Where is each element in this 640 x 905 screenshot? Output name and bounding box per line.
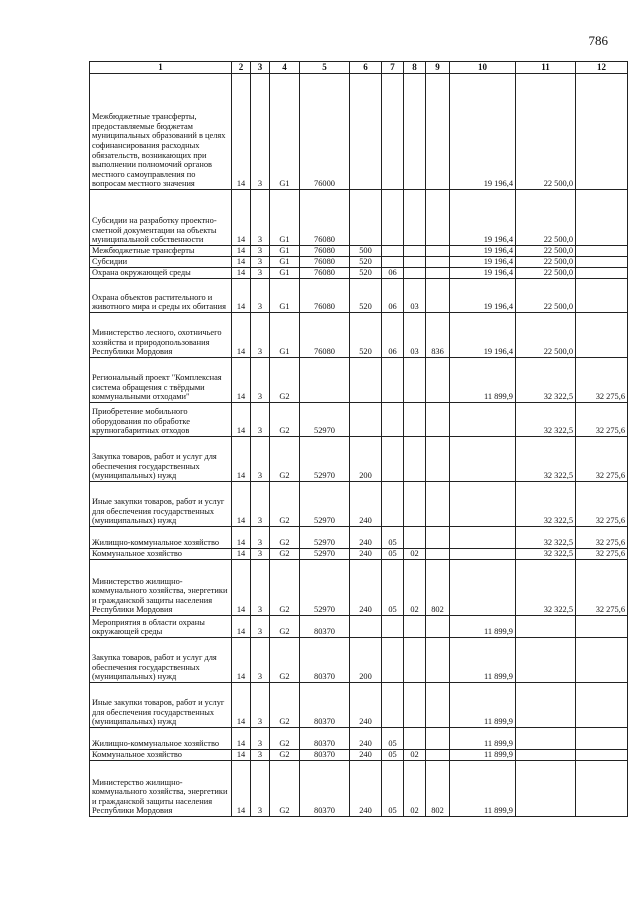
code-6-cell: 520 (350, 279, 382, 313)
code-2-cell: 14 (232, 560, 251, 616)
code-2-cell: 14 (232, 257, 251, 268)
code-3-cell: 3 (251, 549, 270, 560)
code-5-cell: 52970 (300, 482, 350, 527)
column-header: 5 (300, 62, 350, 74)
code-5-cell: 80370 (300, 761, 350, 817)
code-4-cell: G1 (270, 313, 300, 358)
amount-10-cell (450, 403, 516, 437)
row-name-cell: Министерство жилищно-коммунального хозяйства, энергетики и гражданской защиты населения Республики Мордовия (90, 560, 232, 616)
code-7-cell (382, 437, 404, 482)
code-4-cell: G2 (270, 437, 300, 482)
amount-12-cell (576, 279, 628, 313)
code-8-cell (404, 437, 426, 482)
table-row (90, 616, 628, 638)
code-2-cell: 14 (232, 313, 251, 358)
code-9-cell (426, 728, 450, 750)
row-name-cell: Министерство лесного, охотничьего хозяйства и природопользования Республики Мордовия (90, 313, 232, 358)
code-4-cell: G2 (270, 683, 300, 728)
amount-12-cell (576, 728, 628, 750)
code-9-cell (426, 437, 450, 482)
code-7-cell (382, 403, 404, 437)
code-7-cell (382, 74, 404, 190)
amount-12-cell (576, 268, 628, 279)
amount-11-cell: 22 500,0 (516, 74, 576, 190)
code-6-cell (350, 190, 382, 246)
code-9-cell (426, 482, 450, 527)
amount-11-cell: 32 322,5 (516, 403, 576, 437)
code-8-cell: 02 (404, 750, 426, 761)
table-row (90, 728, 628, 750)
code-6-cell (350, 403, 382, 437)
code-7-cell (382, 683, 404, 728)
amount-11-cell: 22 500,0 (516, 268, 576, 279)
code-7-cell (382, 358, 404, 403)
code-8-cell (404, 527, 426, 549)
code-8-cell (404, 246, 426, 257)
amount-11-cell (516, 728, 576, 750)
code-4-cell: G1 (270, 257, 300, 268)
column-header: 6 (350, 62, 382, 74)
table-row (90, 246, 628, 257)
amount-10-cell: 19 196,4 (450, 268, 516, 279)
amount-10-cell: 19 196,4 (450, 313, 516, 358)
row-name-cell: Региональный проект "Комплексная система обращения с твёрдыми коммунальными отходами" (90, 358, 232, 403)
amount-10-cell: 11 899,9 (450, 358, 516, 403)
table-row (90, 761, 628, 817)
amount-11-cell (516, 761, 576, 817)
code-7-cell (382, 638, 404, 683)
code-7-cell: 05 (382, 728, 404, 750)
column-header: 10 (450, 62, 516, 74)
code-8-cell (404, 74, 426, 190)
code-5-cell: 52970 (300, 527, 350, 549)
code-9-cell: 836 (426, 313, 450, 358)
code-3-cell: 3 (251, 279, 270, 313)
code-7-cell: 05 (382, 750, 404, 761)
code-2-cell: 14 (232, 638, 251, 683)
code-7-cell: 05 (382, 527, 404, 549)
table-row (90, 358, 628, 403)
code-4-cell: G2 (270, 638, 300, 683)
amount-10-cell: 11 899,9 (450, 638, 516, 683)
code-8-cell: 03 (404, 279, 426, 313)
code-5-cell: 76080 (300, 257, 350, 268)
amount-10-cell: 11 899,9 (450, 750, 516, 761)
row-name-cell: Коммунальное хозяйство (90, 549, 232, 560)
amount-12-cell: 32 275,6 (576, 527, 628, 549)
row-name-cell: Межбюджетные трансферты (90, 246, 232, 257)
row-name-cell: Коммунальное хозяйство (90, 750, 232, 761)
code-8-cell: 03 (404, 313, 426, 358)
amount-11-cell: 22 500,0 (516, 313, 576, 358)
code-3-cell: 3 (251, 482, 270, 527)
amount-12-cell: 32 275,6 (576, 560, 628, 616)
code-3-cell: 3 (251, 74, 270, 190)
amount-11-cell: 32 322,5 (516, 549, 576, 560)
amount-11-cell: 32 322,5 (516, 437, 576, 482)
code-4-cell: G1 (270, 268, 300, 279)
code-4-cell: G2 (270, 728, 300, 750)
code-2-cell: 14 (232, 482, 251, 527)
code-4-cell: G2 (270, 616, 300, 638)
code-5-cell: 76000 (300, 74, 350, 190)
page-number: 786 (588, 33, 608, 48)
amount-12-cell (576, 246, 628, 257)
code-9-cell (426, 750, 450, 761)
code-3-cell: 3 (251, 750, 270, 761)
code-3-cell: 3 (251, 437, 270, 482)
code-9-cell (426, 638, 450, 683)
row-name-cell: Жилищно-коммунальное хозяйство (90, 527, 232, 549)
amount-11-cell: 22 500,0 (516, 257, 576, 268)
code-3-cell: 3 (251, 616, 270, 638)
amount-10-cell: 11 899,9 (450, 616, 516, 638)
column-header: 8 (404, 62, 426, 74)
amount-11-cell: 32 322,5 (516, 527, 576, 549)
amount-11-cell: 32 322,5 (516, 482, 576, 527)
code-7-cell (382, 616, 404, 638)
amount-11-cell (516, 750, 576, 761)
amount-10-cell: 11 899,9 (450, 761, 516, 817)
code-9-cell (426, 268, 450, 279)
code-5-cell: 52970 (300, 437, 350, 482)
row-name-cell: Закупка товаров, работ и услуг для обеспечения государственных (муниципальных) нужд (90, 437, 232, 482)
amount-12-cell (576, 190, 628, 246)
row-name-cell: Иные закупки товаров, работ и услуг для обеспечения государственных (муниципальных) нужд (90, 683, 232, 728)
code-2-cell: 14 (232, 728, 251, 750)
amount-12-cell (576, 616, 628, 638)
code-6-cell: 240 (350, 560, 382, 616)
amount-11-cell: 32 322,5 (516, 358, 576, 403)
code-9-cell (426, 246, 450, 257)
row-name-cell: Закупка товаров, работ и услуг для обеспечения государственных (муниципальных) нужд (90, 638, 232, 683)
code-2-cell: 14 (232, 279, 251, 313)
code-3-cell: 3 (251, 560, 270, 616)
row-name-cell: Охрана объектов растительного и животного мира и среды их обитания (90, 279, 232, 313)
column-header: 12 (576, 62, 628, 74)
code-4-cell: G2 (270, 482, 300, 527)
amount-11-cell: 22 500,0 (516, 279, 576, 313)
code-3-cell: 3 (251, 246, 270, 257)
code-8-cell: 02 (404, 761, 426, 817)
code-6-cell: 200 (350, 437, 382, 482)
code-5-cell: 80370 (300, 616, 350, 638)
code-4-cell: G2 (270, 527, 300, 549)
table-row (90, 257, 628, 268)
code-9-cell (426, 549, 450, 560)
code-9-cell (426, 403, 450, 437)
code-9-cell (426, 190, 450, 246)
code-5-cell: 80370 (300, 638, 350, 683)
code-5-cell: 80370 (300, 683, 350, 728)
code-3-cell: 3 (251, 403, 270, 437)
code-2-cell: 14 (232, 403, 251, 437)
table-body (90, 74, 628, 817)
code-8-cell (404, 728, 426, 750)
row-name-cell: Мероприятия в области охраны окружающей среды (90, 616, 232, 638)
code-4-cell: G2 (270, 358, 300, 403)
code-4-cell: G2 (270, 761, 300, 817)
code-8-cell: 02 (404, 549, 426, 560)
code-2-cell: 14 (232, 761, 251, 817)
code-4-cell: G1 (270, 246, 300, 257)
column-header: 7 (382, 62, 404, 74)
code-3-cell: 3 (251, 728, 270, 750)
code-5-cell: 76080 (300, 279, 350, 313)
row-name-cell: Охрана окружающей среды (90, 268, 232, 279)
code-7-cell (382, 246, 404, 257)
code-8-cell (404, 482, 426, 527)
code-5-cell: 80370 (300, 750, 350, 761)
code-4-cell: G1 (270, 279, 300, 313)
code-7-cell: 05 (382, 560, 404, 616)
code-3-cell: 3 (251, 683, 270, 728)
amount-12-cell: 32 275,6 (576, 437, 628, 482)
code-5-cell: 76080 (300, 313, 350, 358)
code-3-cell: 3 (251, 761, 270, 817)
table-row (90, 638, 628, 683)
code-9-cell (426, 616, 450, 638)
code-7-cell: 06 (382, 268, 404, 279)
code-8-cell: 02 (404, 560, 426, 616)
amount-11-cell: 32 322,5 (516, 560, 576, 616)
code-3-cell: 3 (251, 313, 270, 358)
code-6-cell (350, 616, 382, 638)
code-6-cell: 240 (350, 482, 382, 527)
code-2-cell: 14 (232, 750, 251, 761)
amount-12-cell (576, 257, 628, 268)
amount-10-cell: 11 899,9 (450, 683, 516, 728)
amount-10-cell (450, 482, 516, 527)
table-row (90, 403, 628, 437)
amount-10-cell: 19 196,4 (450, 257, 516, 268)
code-6-cell: 520 (350, 313, 382, 358)
table-row (90, 549, 628, 560)
code-2-cell: 14 (232, 683, 251, 728)
amount-12-cell: 32 275,6 (576, 358, 628, 403)
code-9-cell (426, 527, 450, 549)
amount-12-cell (576, 683, 628, 728)
table-row (90, 268, 628, 279)
row-name-cell: Межбюджетные трансферты, предоставляемые бюджетам муниципальных образований в целях софинансирования расходных обязательств, возникающих при выполнении полномочий органов местного самоуправления по вопросам местного значения (90, 74, 232, 190)
code-5-cell (300, 358, 350, 403)
table-row (90, 74, 628, 190)
column-header: 9 (426, 62, 450, 74)
code-4-cell: G1 (270, 74, 300, 190)
amount-10-cell (450, 527, 516, 549)
code-3-cell: 3 (251, 190, 270, 246)
code-6-cell: 240 (350, 549, 382, 560)
code-6-cell: 240 (350, 683, 382, 728)
table-row (90, 683, 628, 728)
code-6-cell: 500 (350, 246, 382, 257)
amount-10-cell: 19 196,4 (450, 279, 516, 313)
code-3-cell: 3 (251, 527, 270, 549)
code-7-cell (382, 482, 404, 527)
code-8-cell (404, 268, 426, 279)
code-7-cell: 06 (382, 313, 404, 358)
amount-12-cell (576, 74, 628, 190)
amount-10-cell: 19 196,4 (450, 74, 516, 190)
amount-10-cell: 11 899,9 (450, 728, 516, 750)
table-row (90, 279, 628, 313)
column-header: 4 (270, 62, 300, 74)
code-6-cell: 520 (350, 257, 382, 268)
code-3-cell: 3 (251, 638, 270, 683)
code-8-cell (404, 358, 426, 403)
amount-11-cell (516, 683, 576, 728)
column-header: 1 (90, 62, 232, 74)
amount-12-cell: 32 275,6 (576, 482, 628, 527)
code-7-cell: 05 (382, 549, 404, 560)
code-5-cell: 52970 (300, 403, 350, 437)
table-row (90, 190, 628, 246)
code-2-cell: 14 (232, 74, 251, 190)
code-2-cell: 14 (232, 616, 251, 638)
code-4-cell: G2 (270, 549, 300, 560)
header-row (90, 62, 628, 74)
row-name-cell: Субсидии на разработку проектно-сметной документации на объекты муниципальной собственности (90, 190, 232, 246)
code-8-cell (404, 257, 426, 268)
code-6-cell: 520 (350, 268, 382, 279)
table-row (90, 750, 628, 761)
code-5-cell: 76080 (300, 268, 350, 279)
row-name-cell: Приобретение мобильного оборудования по обработке крупногабаритных отходов (90, 403, 232, 437)
code-4-cell: G2 (270, 560, 300, 616)
amount-10-cell (450, 437, 516, 482)
code-9-cell (426, 358, 450, 403)
column-header: 11 (516, 62, 576, 74)
code-2-cell: 14 (232, 527, 251, 549)
amount-11-cell (516, 616, 576, 638)
code-8-cell (404, 683, 426, 728)
table-row (90, 482, 628, 527)
amount-10-cell: 19 196,4 (450, 246, 516, 257)
code-4-cell: G2 (270, 750, 300, 761)
code-9-cell (426, 257, 450, 268)
code-4-cell: G1 (270, 190, 300, 246)
code-2-cell: 14 (232, 246, 251, 257)
amount-11-cell: 22 500,0 (516, 190, 576, 246)
row-name-cell: Жилищно-коммунальное хозяйство (90, 728, 232, 750)
row-name-cell: Министерство жилищно-коммунального хозяйства, энергетики и гражданской защиты населения Республики Мордовия (90, 761, 232, 817)
code-5-cell: 52970 (300, 549, 350, 560)
code-8-cell (404, 616, 426, 638)
table-row (90, 313, 628, 358)
code-9-cell (426, 683, 450, 728)
code-3-cell: 3 (251, 257, 270, 268)
column-header: 2 (232, 62, 251, 74)
code-2-cell: 14 (232, 549, 251, 560)
code-3-cell: 3 (251, 268, 270, 279)
code-2-cell: 14 (232, 190, 251, 246)
code-2-cell: 14 (232, 358, 251, 403)
amount-10-cell (450, 549, 516, 560)
code-7-cell (382, 190, 404, 246)
code-7-cell: 06 (382, 279, 404, 313)
code-6-cell: 240 (350, 728, 382, 750)
amount-12-cell (576, 638, 628, 683)
row-name-cell: Иные закупки товаров, работ и услуг для обеспечения государственных (муниципальных) нужд (90, 482, 232, 527)
budget-table (89, 61, 628, 817)
code-8-cell (404, 190, 426, 246)
code-5-cell: 52970 (300, 560, 350, 616)
code-6-cell: 240 (350, 761, 382, 817)
code-2-cell: 14 (232, 268, 251, 279)
amount-12-cell (576, 313, 628, 358)
row-name-cell: Субсидии (90, 257, 232, 268)
code-3-cell: 3 (251, 358, 270, 403)
code-8-cell (404, 403, 426, 437)
code-6-cell: 240 (350, 527, 382, 549)
table-row (90, 437, 628, 482)
amount-10-cell (450, 560, 516, 616)
code-9-cell: 802 (426, 560, 450, 616)
amount-12-cell (576, 750, 628, 761)
amount-12-cell: 32 275,6 (576, 403, 628, 437)
amount-10-cell: 19 196,4 (450, 190, 516, 246)
table-row (90, 527, 628, 549)
code-5-cell: 80370 (300, 728, 350, 750)
code-9-cell (426, 74, 450, 190)
column-header: 3 (251, 62, 270, 74)
code-6-cell: 200 (350, 638, 382, 683)
code-5-cell: 76080 (300, 246, 350, 257)
table-row (90, 560, 628, 616)
code-9-cell (426, 279, 450, 313)
code-4-cell: G2 (270, 403, 300, 437)
code-7-cell: 05 (382, 761, 404, 817)
code-6-cell: 240 (350, 750, 382, 761)
amount-12-cell (576, 761, 628, 817)
code-7-cell (382, 257, 404, 268)
amount-12-cell: 32 275,6 (576, 549, 628, 560)
code-6-cell (350, 74, 382, 190)
code-9-cell: 802 (426, 761, 450, 817)
amount-11-cell: 22 500,0 (516, 246, 576, 257)
code-5-cell: 76080 (300, 190, 350, 246)
code-2-cell: 14 (232, 437, 251, 482)
amount-11-cell (516, 638, 576, 683)
code-6-cell (350, 358, 382, 403)
code-8-cell (404, 638, 426, 683)
